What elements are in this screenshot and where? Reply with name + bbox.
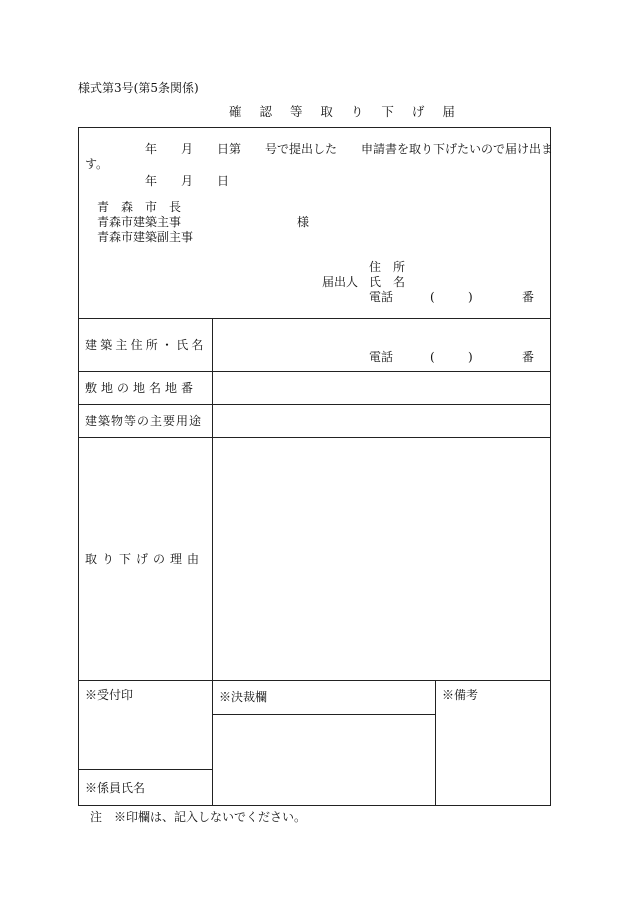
owner-label: 建築主住所・氏名 [85, 338, 207, 352]
submit-date: 年 月 日 [145, 174, 230, 188]
divider-owner [78, 371, 551, 372]
addressee-deputy-official: 青森市建築副主事 [97, 230, 194, 244]
divider-approval [213, 714, 436, 715]
column-divider [212, 318, 213, 806]
form-id: 様式第3号(第5条関係) [78, 81, 199, 95]
divider-top [78, 318, 551, 319]
declaration-line-cont: す。 [85, 157, 109, 171]
addressee-mayor: 青 森 市 長 [97, 200, 182, 214]
use-label: 建築物等の主要用途 [85, 414, 203, 428]
notifier-phone-suffix: 番 [522, 290, 535, 304]
divider-staff [78, 769, 213, 770]
page-title: 確 認 等 取 り 下 げ 届 [229, 104, 462, 119]
notifier-name-label: 氏 名 [369, 275, 406, 289]
divider-site [78, 404, 551, 405]
notifier-phone-label: 電話 [369, 290, 394, 304]
reason-label: 取り下げの理由 [85, 552, 205, 566]
divider-use [78, 437, 551, 438]
owner-phone-suffix: 番 [522, 350, 535, 364]
remarks-label: ※備考 [442, 688, 479, 702]
approval-label: ※決裁欄 [219, 690, 268, 704]
notifier-label: 届出人 [322, 275, 359, 289]
footnote: 注 ※印欄は、記入しないでください。 [90, 810, 307, 824]
declaration-line: 年 月 日第 号で提出した 申請書を取り下げたいので届け出ま [145, 142, 554, 156]
site-label: 敷地の地名地番 [85, 381, 198, 395]
owner-phone-label: 電話 [369, 350, 394, 364]
divider-reason [78, 680, 551, 681]
notifier-address-label: 住 所 [369, 260, 406, 274]
notifier-phone-close: ) [468, 290, 473, 304]
receipt-stamp-label: ※受付印 [85, 688, 134, 702]
owner-phone-close: ) [468, 350, 473, 364]
remarks-divider [435, 680, 436, 806]
owner-phone-open: ( [430, 350, 435, 364]
staff-name-label: ※係員氏名 [85, 781, 146, 795]
addressee-building-official: 青森市建築主事 [97, 215, 182, 229]
notifier-phone-open: ( [430, 290, 435, 304]
honorific: 様 [297, 215, 310, 229]
